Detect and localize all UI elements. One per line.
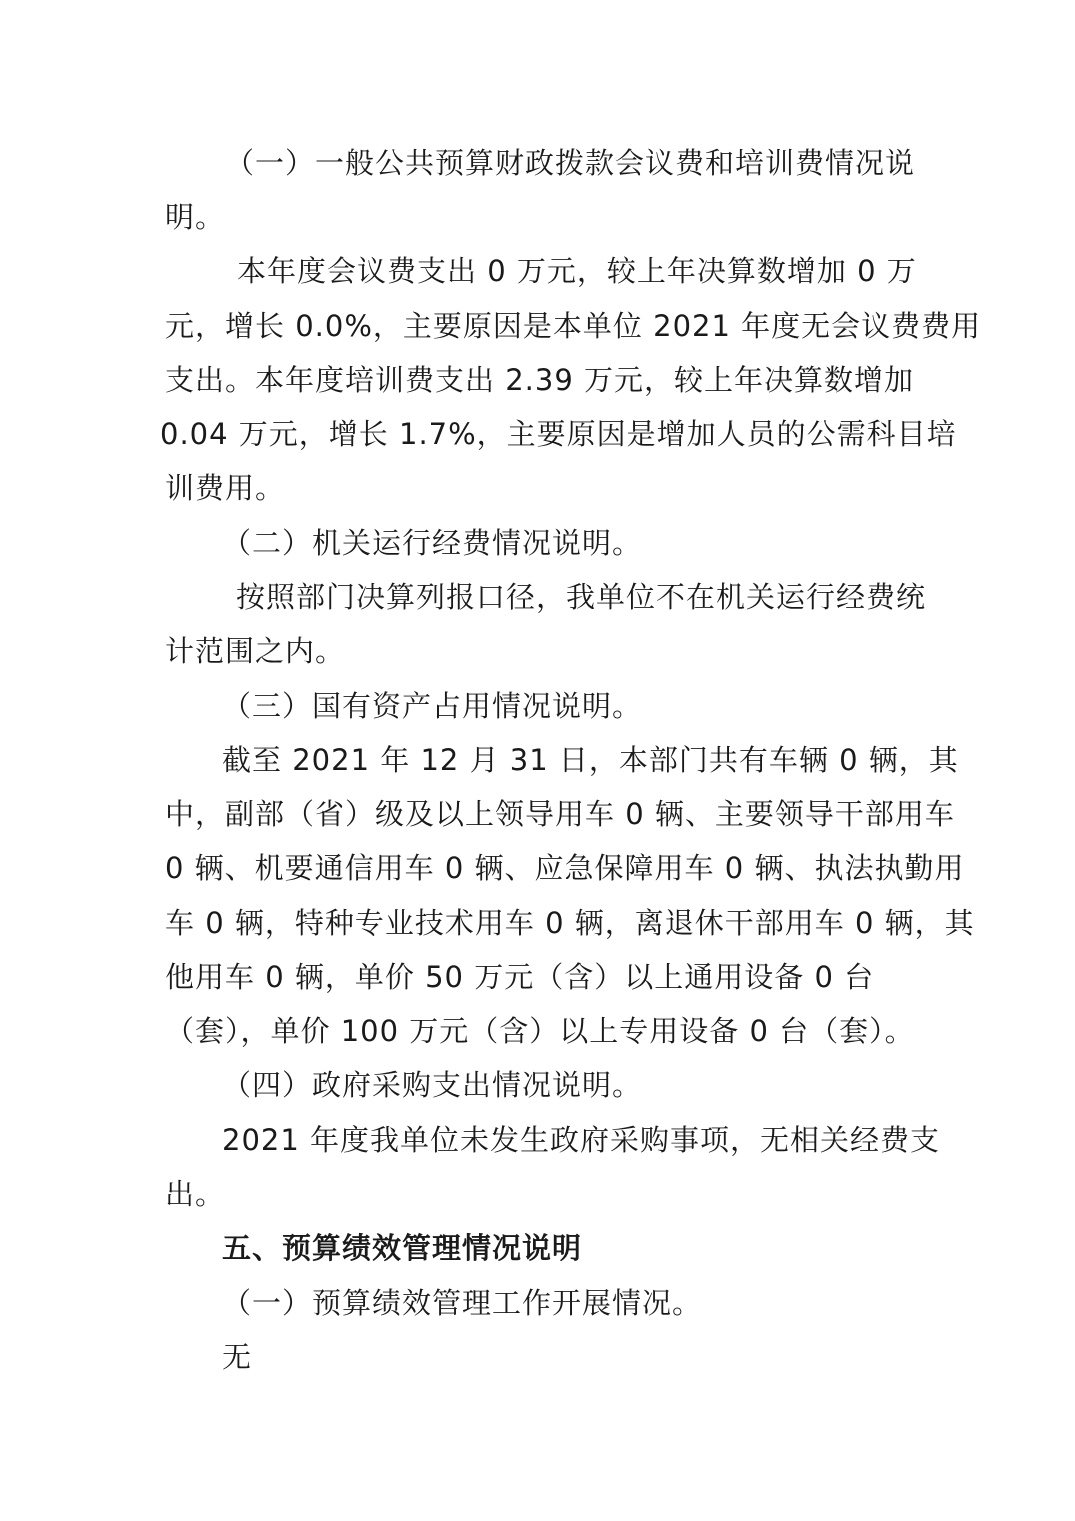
paragraph-line: 本年度会议费支出 0 万元，较上年决算数增加 0 万 — [237, 254, 917, 288]
paragraph-line: 支出。本年度培训费支出 2.39 万元，较上年决算数增加 — [165, 363, 915, 397]
paragraph-line: 中，副部（省）级及以上领导用车 0 辆、主要领导干部用车 — [165, 797, 955, 831]
paragraph-line: 0.04 万元，增长 1.7%，主要原因是增加人员的公需科目培 — [160, 417, 957, 451]
paragraph-line: 他用车 0 辆，单价 50 万元（含）以上通用设备 0 台 — [165, 960, 875, 994]
paragraph-line: 车 0 辆，特种专业技术用车 0 辆，离退休干部用车 0 辆，其 — [165, 906, 975, 940]
paragraph-line: 计范围之内。 — [165, 634, 346, 668]
heading-meeting-training: （一）一般公共预算财政拨款会议费和培训费情况说 — [225, 146, 916, 180]
paragraph-line: 2021 年度我单位未发生政府采购事项，无相关经费支 — [222, 1123, 941, 1157]
paragraph-line: （套），单价 100 万元（含）以上专用设备 0 台（套）。 — [165, 1014, 915, 1048]
heading-performance-work: （一）预算绩效管理工作开展情况。 — [222, 1286, 703, 1320]
paragraph-line: 按照部门决算列报口径，我单位不在机关运行经费统 — [236, 580, 927, 614]
paragraph-line: 0 辆、机要通信用车 0 辆、应急保障用车 0 辆、执法执勤用 — [165, 851, 965, 885]
heading-operating-costs: （二）机关运行经费情况说明。 — [222, 526, 643, 560]
paragraph-line: 元，增长 0.0%，主要原因是本单位 2021 年度无会议费费用 — [165, 309, 982, 343]
paragraph-line: 出。 — [165, 1177, 226, 1211]
heading-state-assets: （三）国有资产占用情况说明。 — [222, 689, 643, 723]
paragraph-line: 训费用。 — [165, 471, 286, 505]
section-heading-performance: 五、预算绩效管理情况说明 — [222, 1231, 583, 1265]
paragraph-line: 截至 2021 年 12 月 31 日，本部门共有车辆 0 辆，其 — [222, 743, 959, 777]
heading-meeting-training-cont: 明。 — [165, 200, 226, 234]
paragraph-line: 无 — [222, 1340, 253, 1374]
heading-government-procurement: （四）政府采购支出情况说明。 — [222, 1068, 643, 1102]
